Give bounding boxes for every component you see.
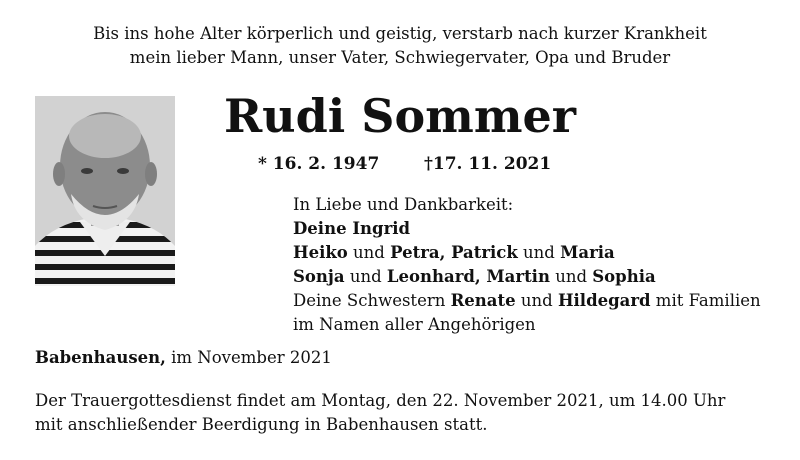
service-notice	[35, 389, 775, 437]
death-date: †17. 11. 2021	[424, 154, 552, 174]
mourner-line-5: im Namen aller Angehörigen	[293, 315, 536, 334]
mourner-name: Deine Ingrid	[293, 219, 411, 238]
intro-line-2: mein lieber Mann, unser Vater, Schwiegervater, Opa und Bruder	[129, 48, 671, 67]
conjunction: und	[549, 267, 593, 286]
portrait-illustration	[35, 96, 175, 286]
portrait-photo	[35, 96, 175, 286]
siblings-suffix: mit Familien	[650, 291, 761, 310]
mourner-line-1	[293, 217, 793, 241]
mourner-name: Sonja	[293, 267, 345, 286]
mourners-block	[293, 193, 793, 337]
birth-date: * 16. 2. 1947	[258, 154, 380, 174]
service-line-2: mit anschließender Beerdigung in Babenhausen statt.	[35, 415, 488, 434]
mourner-line-2	[293, 241, 793, 265]
siblings-prefix: Deine Schwestern	[293, 291, 451, 310]
conjunction: und	[344, 267, 387, 286]
mourner-line-3	[293, 265, 793, 289]
conjunction: und	[347, 243, 391, 262]
place-town: Babenhausen,	[35, 348, 166, 367]
mourner-name: Petra, Patrick	[390, 243, 518, 262]
mourner-name: Maria	[560, 243, 615, 262]
mourner-name: Leonhard, Martin	[386, 267, 550, 286]
thanks-line: In Liebe und Dankbarkeit:	[293, 195, 514, 214]
place-date-line	[35, 346, 332, 370]
service-line-1: Der Trauergottesdienst findet am Montag, den 22. November 2021, um 14.00 Uhr	[35, 391, 726, 410]
deceased-name: Rudi Sommer	[223, 89, 577, 143]
conjunction: und	[515, 291, 558, 310]
mourner-name: Sophia	[592, 267, 656, 286]
mourner-name: Hildegard	[557, 291, 651, 310]
place-date: im November 2021	[165, 348, 332, 367]
intro-line-1: Bis ins hohe Alter körperlich und geistig, verstarb nach kurzer Krankheit	[93, 24, 707, 43]
conjunction: und	[517, 243, 561, 262]
mourner-line-4	[293, 289, 793, 313]
intro-text	[0, 22, 800, 70]
mourner-name: Heiko	[293, 243, 348, 262]
mourner-name: Renate	[450, 291, 516, 310]
